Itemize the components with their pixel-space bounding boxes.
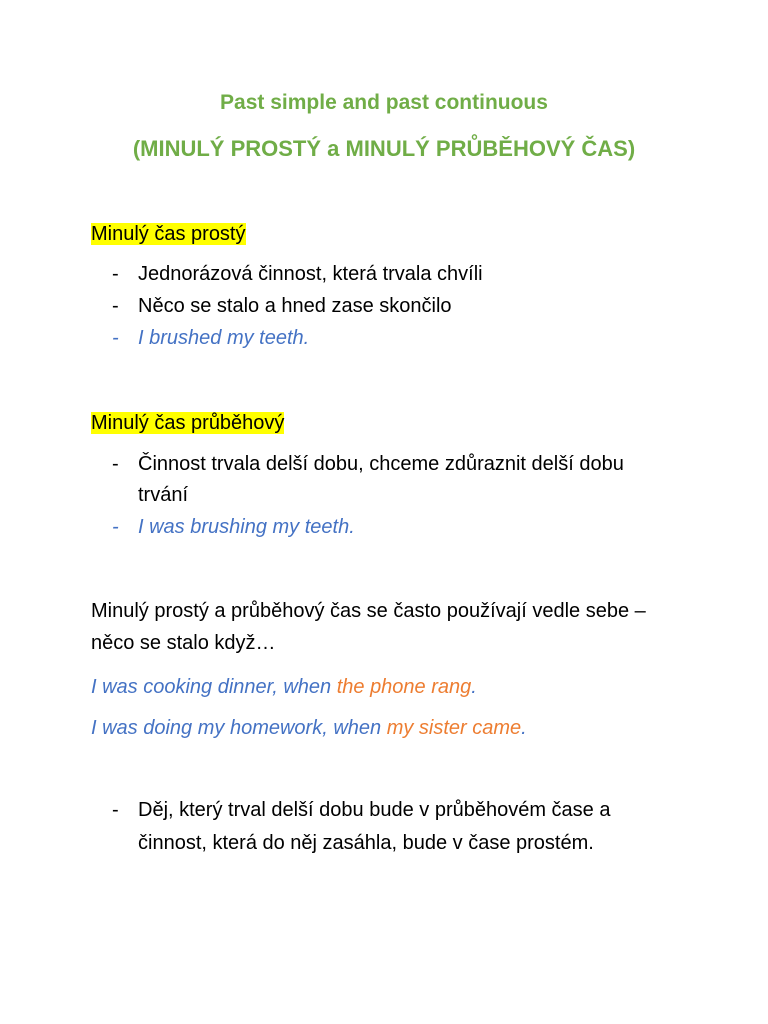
simple-clause: the phone rang: [336, 676, 472, 698]
simple-clause: my sister came: [386, 717, 522, 739]
rule-bullet-list: [112, 794, 672, 861]
bullet-dash: -: [112, 295, 119, 317]
highlighted-heading-text: Minulý čas průběhový: [91, 412, 285, 434]
combined-example-1: [91, 672, 477, 702]
list-item-text: Jednorázová činnost, která trvala chvíli: [138, 263, 483, 285]
sentence-end: .: [471, 676, 477, 698]
list-item-text: Něco se stalo a hned zase skončilo: [138, 295, 452, 317]
example-text: I was brushing my teeth.: [138, 516, 355, 538]
bullet-dash: -: [112, 453, 119, 475]
rule-text: Děj, který trval delší dobu bude v průběhovém čase a činnost, která do něj zasáhla, bude v čase prostém.: [138, 799, 611, 854]
list-item: [112, 291, 672, 322]
bullet-dash: -: [112, 799, 119, 821]
sentence-end: .: [521, 717, 527, 739]
combined-example-2: [91, 713, 527, 743]
bullet-dash: -: [112, 516, 119, 538]
list-item-text: Činnost trvala delší dobu, chceme zdůraznit delší dobu trvání: [138, 453, 624, 506]
example-item: [112, 323, 672, 354]
list-item: [112, 259, 672, 290]
list-item: [112, 449, 672, 511]
highlighted-heading-text: Minulý čas prostý: [91, 223, 246, 245]
past-continuous-bullet-list: [112, 449, 672, 544]
section-heading-past-continuous: [91, 411, 284, 435]
page-title: Past simple and past continuous: [220, 91, 548, 114]
page-subtitle: (MINULÝ PROSTÝ a MINULÝ PRŮBĚHOVÝ ČAS): [132, 136, 636, 161]
continuous-clause: I was doing my homework, when: [91, 717, 387, 739]
example-text: I brushed my teeth.: [138, 327, 310, 349]
bullet-dash: -: [112, 327, 119, 349]
list-item: [112, 794, 672, 860]
section-heading-past-simple: [91, 222, 246, 246]
combined-usage-paragraph: Minulý prostý a průběhový čas se často používají vedle sebe – něco se stalo když…: [91, 600, 646, 654]
bullet-dash: -: [112, 263, 119, 285]
past-simple-bullet-list: [112, 259, 672, 355]
example-item: [112, 512, 672, 543]
continuous-clause: I was cooking dinner, when: [91, 676, 337, 698]
